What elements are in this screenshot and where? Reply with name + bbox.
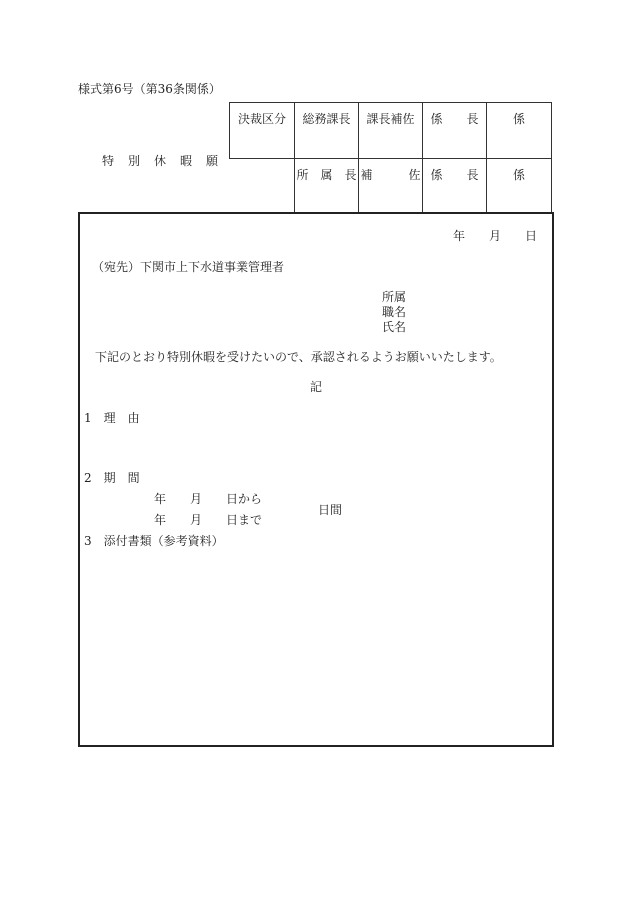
approval-empty-cell: [230, 159, 295, 214]
approval-cell-staff-2: 係: [487, 159, 552, 214]
approval-cell-deputy-chief: 課長補佐: [359, 103, 423, 159]
name-label: 氏名: [382, 320, 407, 334]
record-heading: 記: [310, 380, 323, 394]
addressee: （宛先）下関市上下水道事業管理者: [92, 260, 285, 274]
form-title: 特 別 休 暇 願: [102, 154, 220, 168]
approval-cell-staff: 係: [487, 103, 552, 159]
approval-cell-assistant: 補 佐: [359, 159, 423, 214]
application-frame: [78, 212, 554, 747]
decision-category-cell: [230, 103, 295, 159]
decision-category-label: 決裁区分: [237, 112, 286, 126]
date-line: 年 月 日: [453, 229, 538, 243]
item-reason: 1 理 由: [84, 411, 140, 425]
approval-cell-general-affairs-chief: 総務課長: [295, 103, 359, 159]
approval-cell-section-head: 係 長: [423, 103, 487, 159]
item-attachments: 3 添付書類（参考資料）: [84, 534, 224, 548]
approval-table: [229, 102, 552, 214]
position-label: 職名: [382, 305, 407, 319]
period-from: 年 月 日から: [154, 492, 263, 506]
affiliation-label: 所属: [382, 290, 407, 304]
days-label: 日間: [318, 503, 343, 517]
form-number: 様式第6号（第36条関係）: [78, 82, 221, 96]
approval-cell-section-head-2: 係 長: [423, 159, 487, 214]
item-period: 2 期 間: [84, 471, 140, 485]
request-text: 下記のとおり特別休暇を受けたいので、承認されるようお願いいたします。: [95, 350, 502, 364]
approval-cell-department-head: 所 属 長: [295, 159, 359, 214]
period-to: 年 月 日まで: [154, 513, 263, 527]
